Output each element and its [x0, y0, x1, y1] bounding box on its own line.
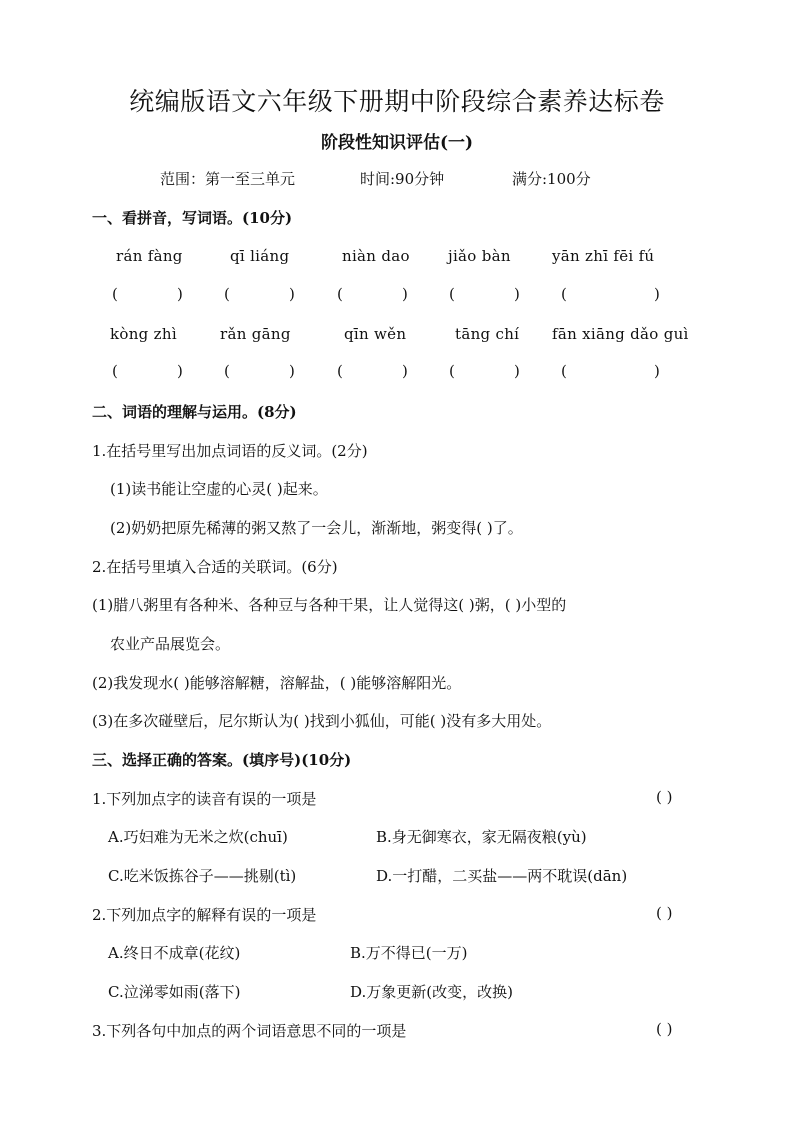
answer-paren: ( ) — [656, 1020, 673, 1038]
option-3-2-d: D.万象更新(改变，改换) — [350, 983, 513, 1001]
answer-blank-close: ) — [654, 285, 660, 303]
exam-scope: 范围：第一至三单元 — [160, 170, 296, 188]
answer-blank-open: ( — [112, 285, 118, 303]
answer-blank-close: ) — [177, 362, 183, 380]
pinyin-7: rǎn gāng — [220, 325, 291, 343]
answer-blank-open: ( — [224, 285, 230, 303]
question-2-2-a: (1)腊八粥里有各种米、各种豆与各种干果，让人觉得这( )粥，( )小型的 — [92, 596, 567, 614]
option-3-2-c: C.泣涕零如雨(落下) — [108, 983, 241, 1001]
answer-blank-open: ( — [561, 285, 567, 303]
pinyin-4: jiǎo bàn — [448, 247, 511, 265]
answer-blank-close: ) — [402, 362, 408, 380]
answer-paren: ( ) — [656, 904, 673, 922]
answer-blank-close: ) — [289, 285, 295, 303]
answer-blank-close: ) — [654, 362, 660, 380]
pinyin-10: fān xiāng dǎo guì — [552, 325, 689, 343]
pinyin-2: qī liáng — [230, 247, 290, 265]
exam-score: 满分:100分 — [512, 170, 591, 188]
section2-heading: 二、词语的理解与运用。(8分) — [92, 403, 297, 421]
section3-heading: 三、选择正确的答案。(填序号)(10分) — [92, 751, 352, 769]
answer-blank-close: ) — [514, 362, 520, 380]
pinyin-5: yān zhī fēi fú — [552, 247, 655, 265]
question-2-2-c: (3)在多次碰壁后，尼尔斯认为( )找到小狐仙，可能( )没有多大用处。 — [92, 712, 552, 730]
question-3-1: 1.下列加点字的读音有误的一项是 — [92, 790, 317, 808]
section1-heading: 一、看拼音，写词语。(10分) — [92, 209, 293, 227]
page-subtitle: 阶段性知识评估(一) — [320, 133, 474, 153]
answer-blank-close: ) — [177, 285, 183, 303]
question-2-1-b: (2)奶奶把原先稀薄的粥又熬了一会儿，渐渐地，粥变得( )了。 — [110, 519, 523, 537]
question-3-3: 3.下列各句中加点的两个词语意思不同的一项是 — [92, 1022, 407, 1040]
option-3-1-d: D.一打醋，二买盐——两不耽误(dān) — [376, 867, 628, 885]
answer-blank-open: ( — [337, 285, 343, 303]
answer-blank-open: ( — [112, 362, 118, 380]
question-2-1-a: (1)读书能让空虚的心灵( )起来。 — [110, 480, 328, 498]
option-3-2-b: B.万不得已(一万) — [350, 944, 468, 962]
answer-blank-close: ) — [289, 362, 295, 380]
answer-blank-open: ( — [337, 362, 343, 380]
answer-blank-open: ( — [561, 362, 567, 380]
page-title: 统编版语文六年级下册期中阶段综合素养达标卷 — [129, 87, 665, 116]
pinyin-6: kòng zhì — [110, 325, 177, 343]
option-3-2-a: A.终日不成章(花纹) — [108, 944, 241, 962]
pinyin-3: niàn dao — [342, 247, 410, 265]
pinyin-9: tāng chí — [455, 325, 520, 343]
answer-blank-open: ( — [224, 362, 230, 380]
option-3-1-b: B.身无御寒衣，家无隔夜粮(yù) — [376, 828, 587, 846]
question-2-2-a-cont: 农业产品展览会。 — [110, 635, 231, 653]
answer-paren: ( ) — [656, 788, 673, 806]
option-3-1-c: C.吃米饭拣谷子——挑剔(tì) — [108, 867, 297, 885]
answer-blank-open: ( — [449, 362, 455, 380]
pinyin-1: rán fàng — [116, 247, 183, 265]
answer-blank-close: ) — [514, 285, 520, 303]
answer-blank-close: ) — [402, 285, 408, 303]
pinyin-8: qīn wěn — [344, 325, 407, 343]
question-2-1: 1.在括号里写出加点词语的反义词。(2分) — [92, 442, 368, 460]
exam-time: 时间:90分钟 — [360, 170, 445, 188]
answer-blank-open: ( — [449, 285, 455, 303]
question-3-2: 2.下列加点字的解释有误的一项是 — [92, 906, 317, 924]
option-3-1-a: A.巧妇难为无米之炊(chuī) — [108, 828, 288, 846]
question-2-2-b: (2)我发现水( )能够溶解糖，溶解盐，( )能够溶解阳光。 — [92, 674, 462, 692]
question-2-2: 2.在括号里填入合适的关联词。(6分) — [92, 558, 338, 576]
